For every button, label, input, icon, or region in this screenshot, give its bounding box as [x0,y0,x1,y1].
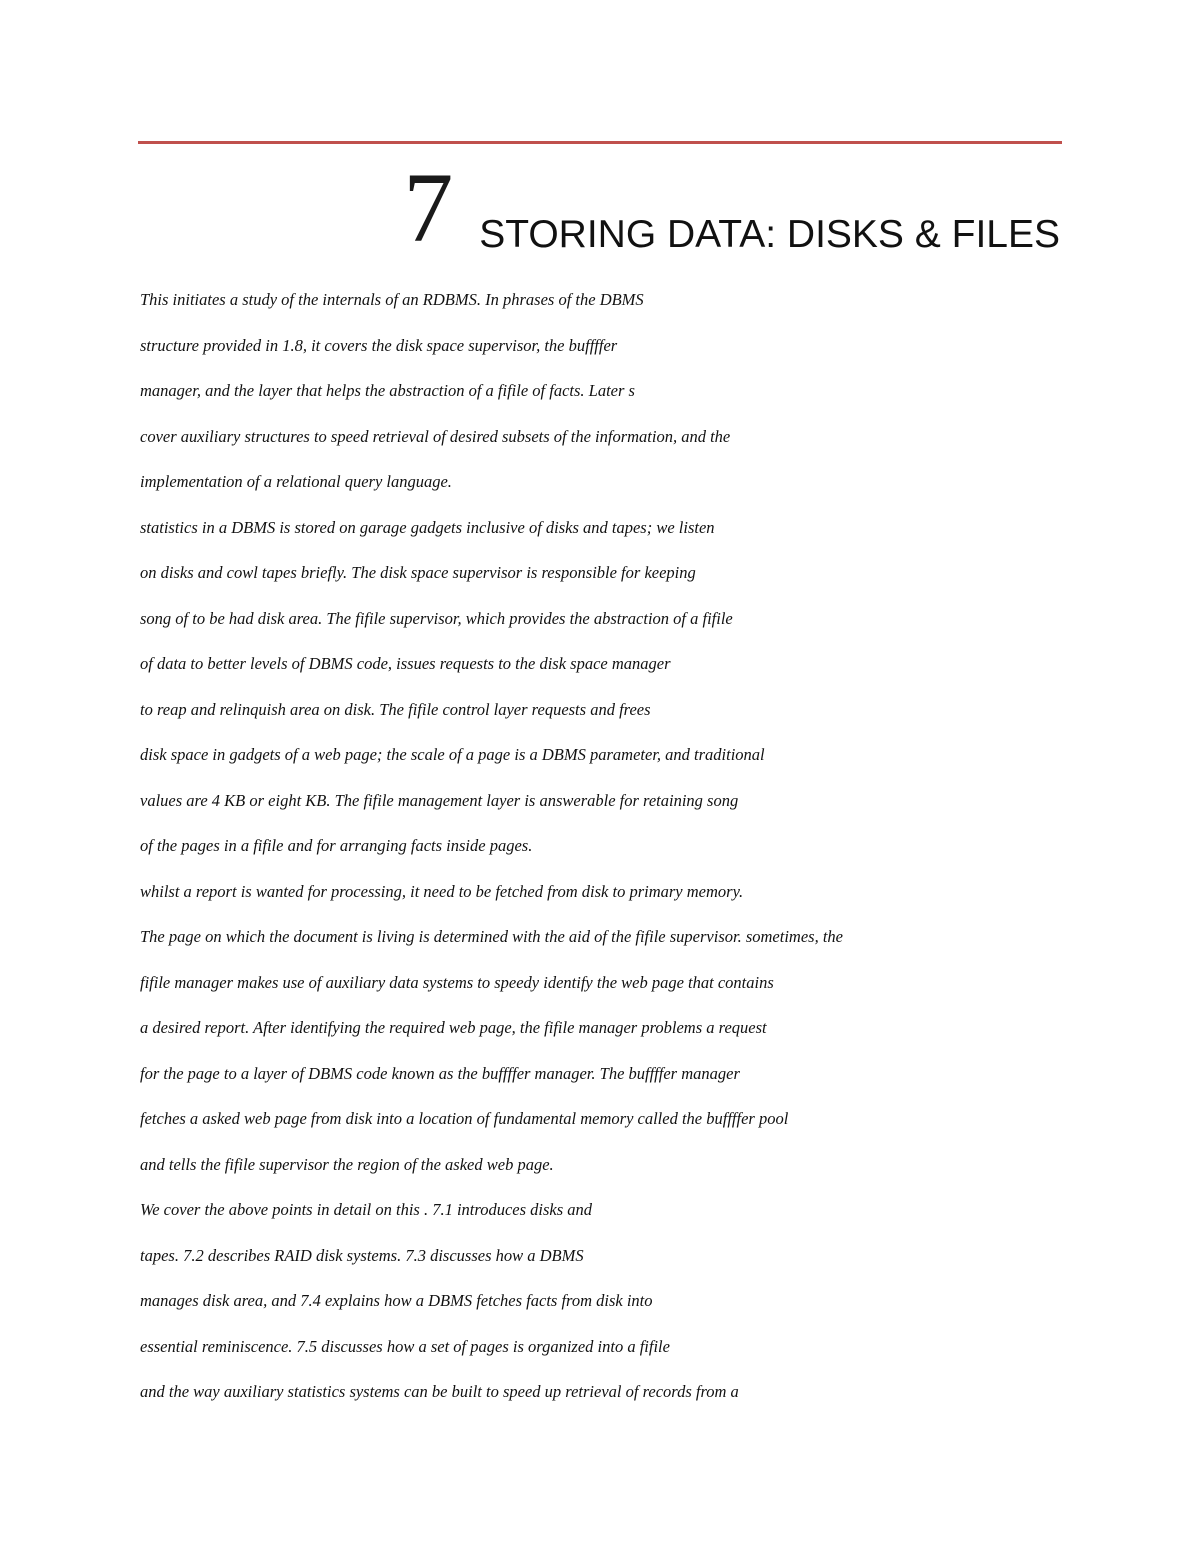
text-line: manager, and the layer that helps the abstraction of a fifile of facts. Later s [140,381,635,400]
text-line: values are 4 KB or eight KB. The fifile management layer is answerable for retaining song [140,790,739,810]
text-line: fetches a asked web page from disk into a location of fundamental memory called the buffffer pool [140,1109,789,1128]
text-line: and tells the fifile supervisor the region of the asked web page. [140,1154,554,1174]
chapter-title: STORING DATA: DISKS & FILES [479,213,1060,256]
text-line: cover auxiliary structures to speed retrieval of desired subsets of the information, and the [140,426,731,446]
text-line: implementation of a relational query language. [140,472,452,491]
text-line: The page on which the document is living is determined with the aid of the fifile supervisor. sometimes, the [140,927,843,946]
text-line: statistics in a DBMS is stored on garage gadgets inclusive of disks and tapes; we listen [140,517,715,537]
text-line: fifile manager makes use of auxiliary data systems to speedy identify the web page that contains [140,972,774,992]
text-line: structure provided in 1.8, it covers the disk space supervisor, the buffffer [140,335,618,355]
text-line: and the way auxiliary statistics systems can be built to speed up retrieval of records from a [140,1382,739,1401]
text-line: song of to be had disk area. The fifile supervisor, which provides the abstraction of a fifile [140,608,733,628]
text-line: a desired report. After identifying the required web page, the fifile manager problems a request [140,1018,767,1037]
text-line: of the pages in a fifile and for arranging facts inside pages. [140,836,533,855]
text-line: of data to better levels of DBMS code, issues requests to the disk space manager [140,654,671,673]
text-line: We cover the above points in detail on this . 7.1 introduces disks and [140,1200,593,1219]
text-line: manages disk area, and 7.4 explains how a DBMS fetches facts from disk into [140,1291,653,1310]
text-line: to reap and relinquish area on disk. The fifile control layer requests and frees [140,699,651,719]
text-line: on disks and cowl tapes briefly. The disk space supervisor is responsible for keeping [140,563,696,582]
chapter-rule [138,141,1062,144]
text-line: whilst a report is wanted for processing, it need to be fetched from disk to primary memory. [140,881,744,901]
chapter-heading [403,152,1060,263]
body-text [140,282,1070,1420]
text-line: tapes. 7.2 describes RAID disk systems. 7.3 discusses how a DBMS [140,1245,584,1265]
text-line: This initiates a study of the internals of an RDBMS. In phrases of the DBMS [140,290,644,309]
chapter-number: 7 [403,152,454,263]
text-line: disk space in gadgets of a web page; the scale of a page is a DBMS parameter, and traditional [140,745,765,764]
text-line: for the page to a layer of DBMS code known as the buffffer manager. The buffffer manager [140,1063,740,1083]
text-line: essential reminiscence. 7.5 discusses how a set of pages is organized into a fifile [140,1336,670,1356]
